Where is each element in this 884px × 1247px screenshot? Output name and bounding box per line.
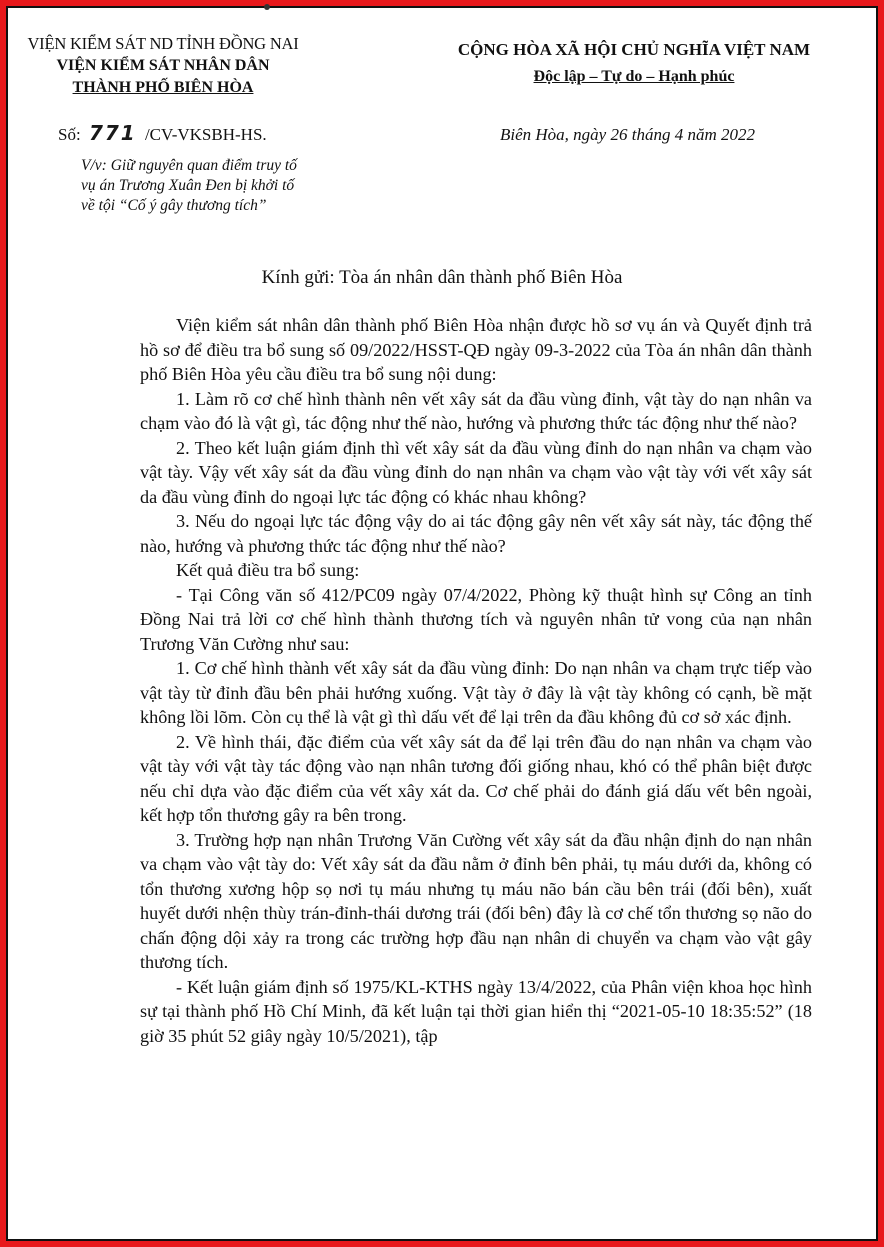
punch-hole-mark [264,4,270,10]
place-and-date: Biên Hòa, ngày 26 tháng 4 năm 2022 [500,125,755,144]
parent-agency: VIỆN KIỂM SÁT ND TỈNH ĐỒNG NAI [27,34,299,53]
doc-number-suffix: /CV-VKSBH-HS. [144,125,267,144]
body-paragraph: - Tại Công văn số 412/PC09 ngày 07/4/2022, Phòng kỹ thuật hình sự Công an tỉnh Đồng Nai trả lời cơ chế hình thành thương tích và nguyên nhân tử vong của nạn nhân Trương Văn Cường như sau: [140,584,812,654]
national-header [424,40,844,86]
subject-line-3: về tội “Cố ý gây thương tích” [81,197,267,214]
body-paragraph: 2. Về hình thái, đặc điểm của vết xây sát da để lại trên đầu do nạn nhân va chạm vào vật tày với vật tày tác động vào nạn nhân tương đối giống nhau, khó có thể phân biệt được nếu chỉ dựa vào đặc điểm của vết xây xát da. Cơ chế phải do đánh giá dấu vết bên ngoài, kết hợp tổn thương gây ra bên trong. [140,731,812,825]
doc-number-prefix: Số: [58,125,81,144]
body-paragraph: 1. Làm rõ cơ chế hình thành nên vết xây sát da đầu vùng đỉnh, vật tày do nạn nhân va chạm vào đó là vật gì, tác động như thế nào, hướng và phương thức tác động như thế nào? [140,388,812,433]
body-paragraph: - Kết luận giám định số 1975/KL-KTHS ngày 13/4/2022, của Phân viện khoa học hình sự tại thành phố Hồ Chí Minh, đã kết luận tại thời gian hiển thị “2021-05-10 18:35:52” (18 giờ 35 phút 52 giây ngày 10/5/2021), tập [140,976,812,1046]
recipient-line: Kính gửi: Tòa án nhân dân thành phố Biên Hòa [261,267,623,288]
agency-name-line2: THÀNH PHỐ BIÊN HÒA [72,79,254,96]
subject-line [81,156,297,216]
document-number [58,121,267,145]
document-body [140,313,812,1048]
subject-line-2: vụ án Trương Xuân Đen bị khởi tố [81,177,295,194]
body-paragraph: Kết quả điều tra bổ sung: [176,560,360,580]
body-paragraph: 2. Theo kết luận giám định thì vết xây sát da đầu vùng đỉnh do nạn nhân va chạm vào vật tày. Vậy vết xây sát da đầu vùng đỉnh do nạn nhân va chạm vào vật tày với vết xây sát da đầu vùng đỉnh do ngoại lực tác động có khác nhau không? [140,437,812,507]
body-paragraph: 1. Cơ chế hình thành vết xây sát da đầu vùng đỉnh: Do nạn nhân va chạm trực tiếp vào vật tày từ đỉnh đầu bên phải hướng xuống. Vật tày ở đây là vật tày không có cạnh, bề mặt không lồi lõm. Còn cụ thể là vật gì thì dấu vết để lại trên da đầu không đủ cơ sở xác định. [140,658,812,727]
nation-title: CỘNG HÒA XÃ HỘI CHỦ NGHĨA VIỆT NAM [457,40,811,59]
body-paragraph: 3. Nếu do ngoại lực tác động vậy do ai tác động gây nên vết xây sát này, tác động thế nào, hướng và phương thức tác động như thế nào? [140,511,812,556]
issuing-agency-block [8,33,318,99]
national-motto: Độc lập – Tự do – Hạnh phúc [533,68,735,85]
body-paragraph: 3. Trường hợp nạn nhân Trương Văn Cường vết xây sát da đầu nhận định do nạn nhân va chạm vào vật tày do: Vết xây sát da đầu nằm ở đỉnh bên phải, tụ máu dưới da, không có tổn thương xương hộp sọ nơi tụ máu nhưng tụ máu não bán cầu bên trái (đối bên), xuất huyết dưới nhện thùy trán-đỉnh-thái dương trái (đối bên) đây là cơ chế tổn thương sọ não do chấn động dội xảy ra trong các trường hợp đầu nạn nhân di chuyển va chạm vào vật gây thương tích. [140,829,812,972]
body-paragraph: Viện kiểm sát nhân dân thành phố Biên Hòa nhận được hồ sơ vụ án và Quyết định trả hồ sơ để điều tra bổ sung số 09/2022/HSST-QĐ ngày 09-3-2022 của Tòa án nhân dân thành phố Biên Hòa yêu cầu điều tra bổ sung nội dung: [140,315,812,384]
handwritten-number: 771 [88,121,137,145]
agency-name-line1: VIỆN KIỂM SÁT NHÂN DÂN [56,57,270,74]
subject-line-1: V/v: Giữ nguyên quan điểm truy tố [81,157,297,174]
